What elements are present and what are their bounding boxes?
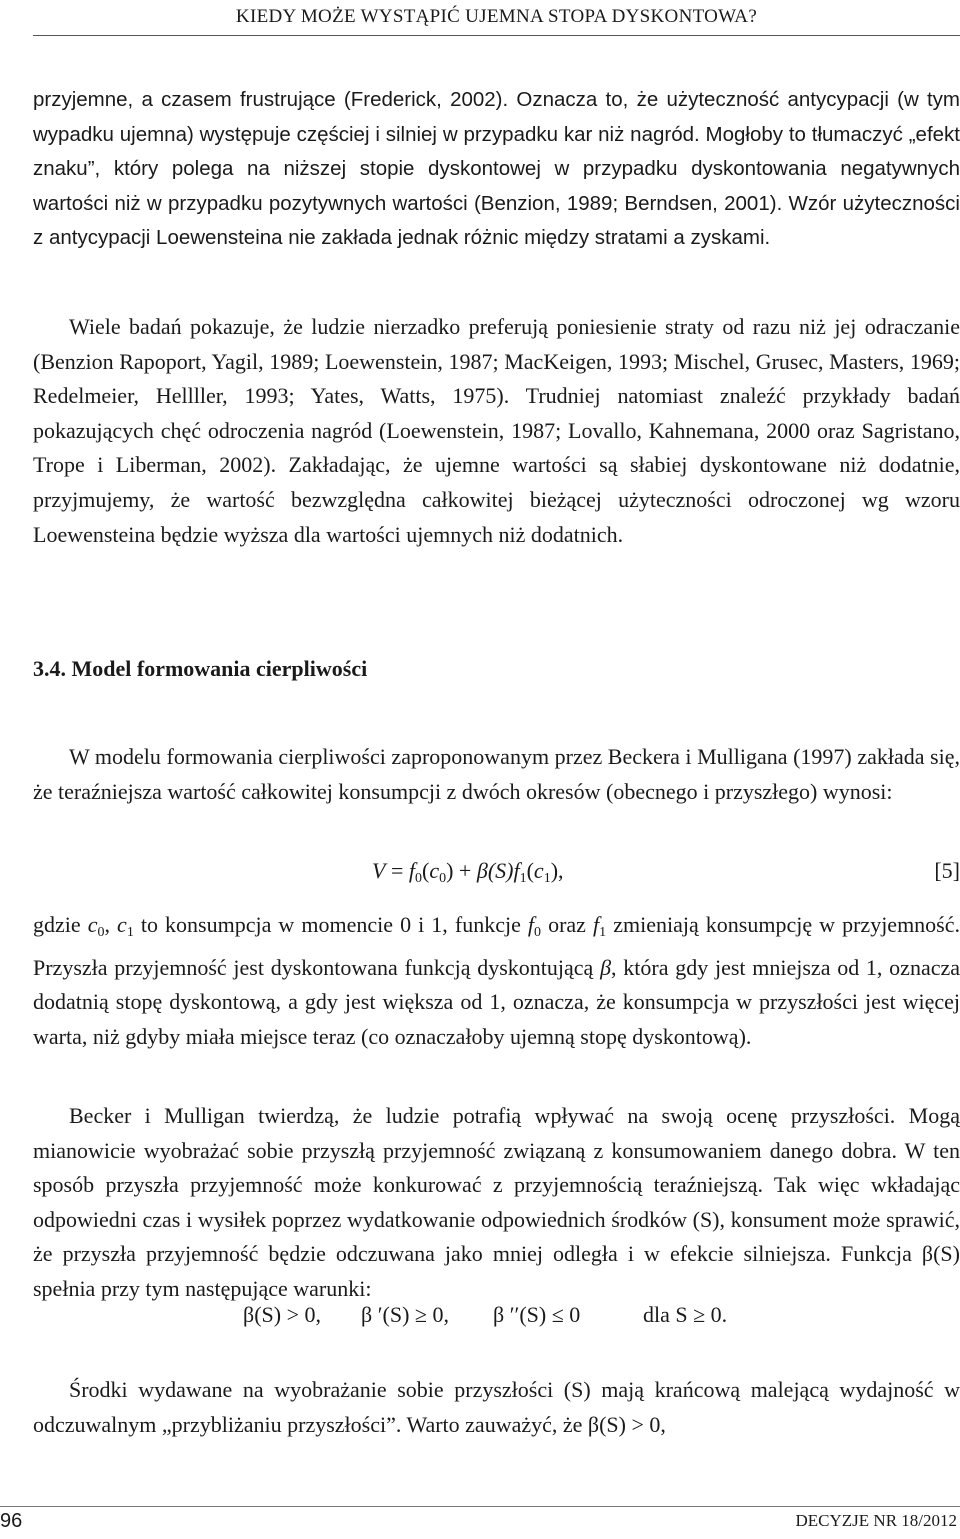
section-heading: 3.4. Model formowania cierpliwości <box>33 656 368 681</box>
equation-formula: $V = f_0(c_0) + \beta(S)f_1(c_1)$, <box>372 858 564 886</box>
header-rule <box>33 35 960 36</box>
condition-2: β ′(S) ≥ 0, <box>361 1302 449 1327</box>
footer-rule <box>0 1506 960 1507</box>
equation-number: [5] <box>934 858 960 883</box>
journal-footer: DECYZJE NR 18/2012 <box>795 1511 957 1530</box>
conditions <box>33 1302 960 1336</box>
page-number: 96 <box>0 1510 23 1532</box>
paragraph-1: przyjemne, a czasem frustrujące (Frederick, 2002). Oznacza to, że użyteczność antycypacji (w tym wypadku ujemna) występuje częściej i silniej w przypadku kar niż nagród. Mogłoby to tłumaczyć „efekt znaku”, który polega na niższej stopie dyskontowej w przypadku dyskontowania negatywnych wartości niż w przypadku pozytywnych wartości (Benzion, 1989; Berndsen, 2001). Wzór użyteczności z antycypacji Loewensteina nie zakłada jednak różnic między stratami a zyskami. <box>33 88 960 250</box>
paragraph-4: gdzie $c_0$, $c_1$ to konsumpcja w momencie 0 i 1, funkcje $f_0$ oraz $f_1$ zmieniają konsumpcję w przyjemność. Przyszła przyjemność jest dyskontowana funkcją dyskontującą β, która gdy jest mniejsza od 1, oznacza dodatnią stopę dyskontową, a gdy jest większa od 1, oznacza, że konsumpcja w przyszłości jest więcej warta, niż gdyby miała miejsce teraz (co oznaczałoby ujemną stopę dyskontową). <box>33 912 960 1049</box>
paragraph-5: Becker i Mulligan twierdzą, że ludzie potrafią wpływać na swoją ocenę przyszłości. Mogą mianowicie wyobrażać sobie przyszłą przyjemność związaną z konsumowaniem danego dobra. W ten sposób przyszła przyjemność może konkurować z przyjemnością teraźniejszą. Tak więc wkładając odpowiedni czas i wysiłek poprzez wydatkowanie odpowiednich środków (S), konsument może sprawić, że przyszła przyjemność będzie odczuwana jako mniej odległa i w efekcie silniejsza. Funkcja β(S) spełnia przy tym następujące warunki: <box>33 1103 960 1301</box>
paragraph-6: Środki wydawane na wyobrażanie sobie przyszłości (S) mają krańcową malejącą wydajność w odczuwalnym „przybliżaniu przyszłości”. Warto zauważyć, że β(S) > 0, <box>33 1377 960 1437</box>
condition-3: β ′′(S) ≤ 0 <box>493 1302 581 1327</box>
condition-1: β(S) > 0, <box>243 1302 321 1327</box>
paragraph-3: W modelu formowania cierpliwości zaproponowanym przez Beckera i Mulligana (1997) zakłada się, że teraźniejsza wartość całkowitej konsumpcji z dwóch okresów (obecnego i przyszłego) wynosi: <box>33 744 960 804</box>
running-head: KIEDY MOŻE WYSTĄPIĆ UJEMNA STOPA DYSKONTOWA? <box>235 6 758 27</box>
paragraph-2: Wiele badań pokazuje, że ludzie nierzadko preferują poniesienie straty od razu niż jej odraczanie (Benzion Rapoport, Yagil, 1989; Loewenstein, 1987; MacKeigen, 1993; Mischel, Grusec, Masters, 1969; Redelmeier, Hellller, 1993; Yates, Watts, 1975). Trudniej natomiast znaleźć przykłady badań pokazujących chęć odroczenia nagród (Loewenstein, 1987; Lovallo, Kahnemana, 2000 oraz Sagristano, Trope i Liberman, 2002). Zakładając, że ujemne wartości są słabiej dyskontowane niż dodatnie, przyjmujemy, że wartość bezwzględna całkowitej bieżącej użyteczności odroczonej wg wzoru Loewensteina będzie wyższa dla wartości ujemnych niż dodatnich. <box>33 314 960 547</box>
condition-4: dla S ≥ 0. <box>643 1302 728 1327</box>
equation-5 <box>33 858 960 892</box>
